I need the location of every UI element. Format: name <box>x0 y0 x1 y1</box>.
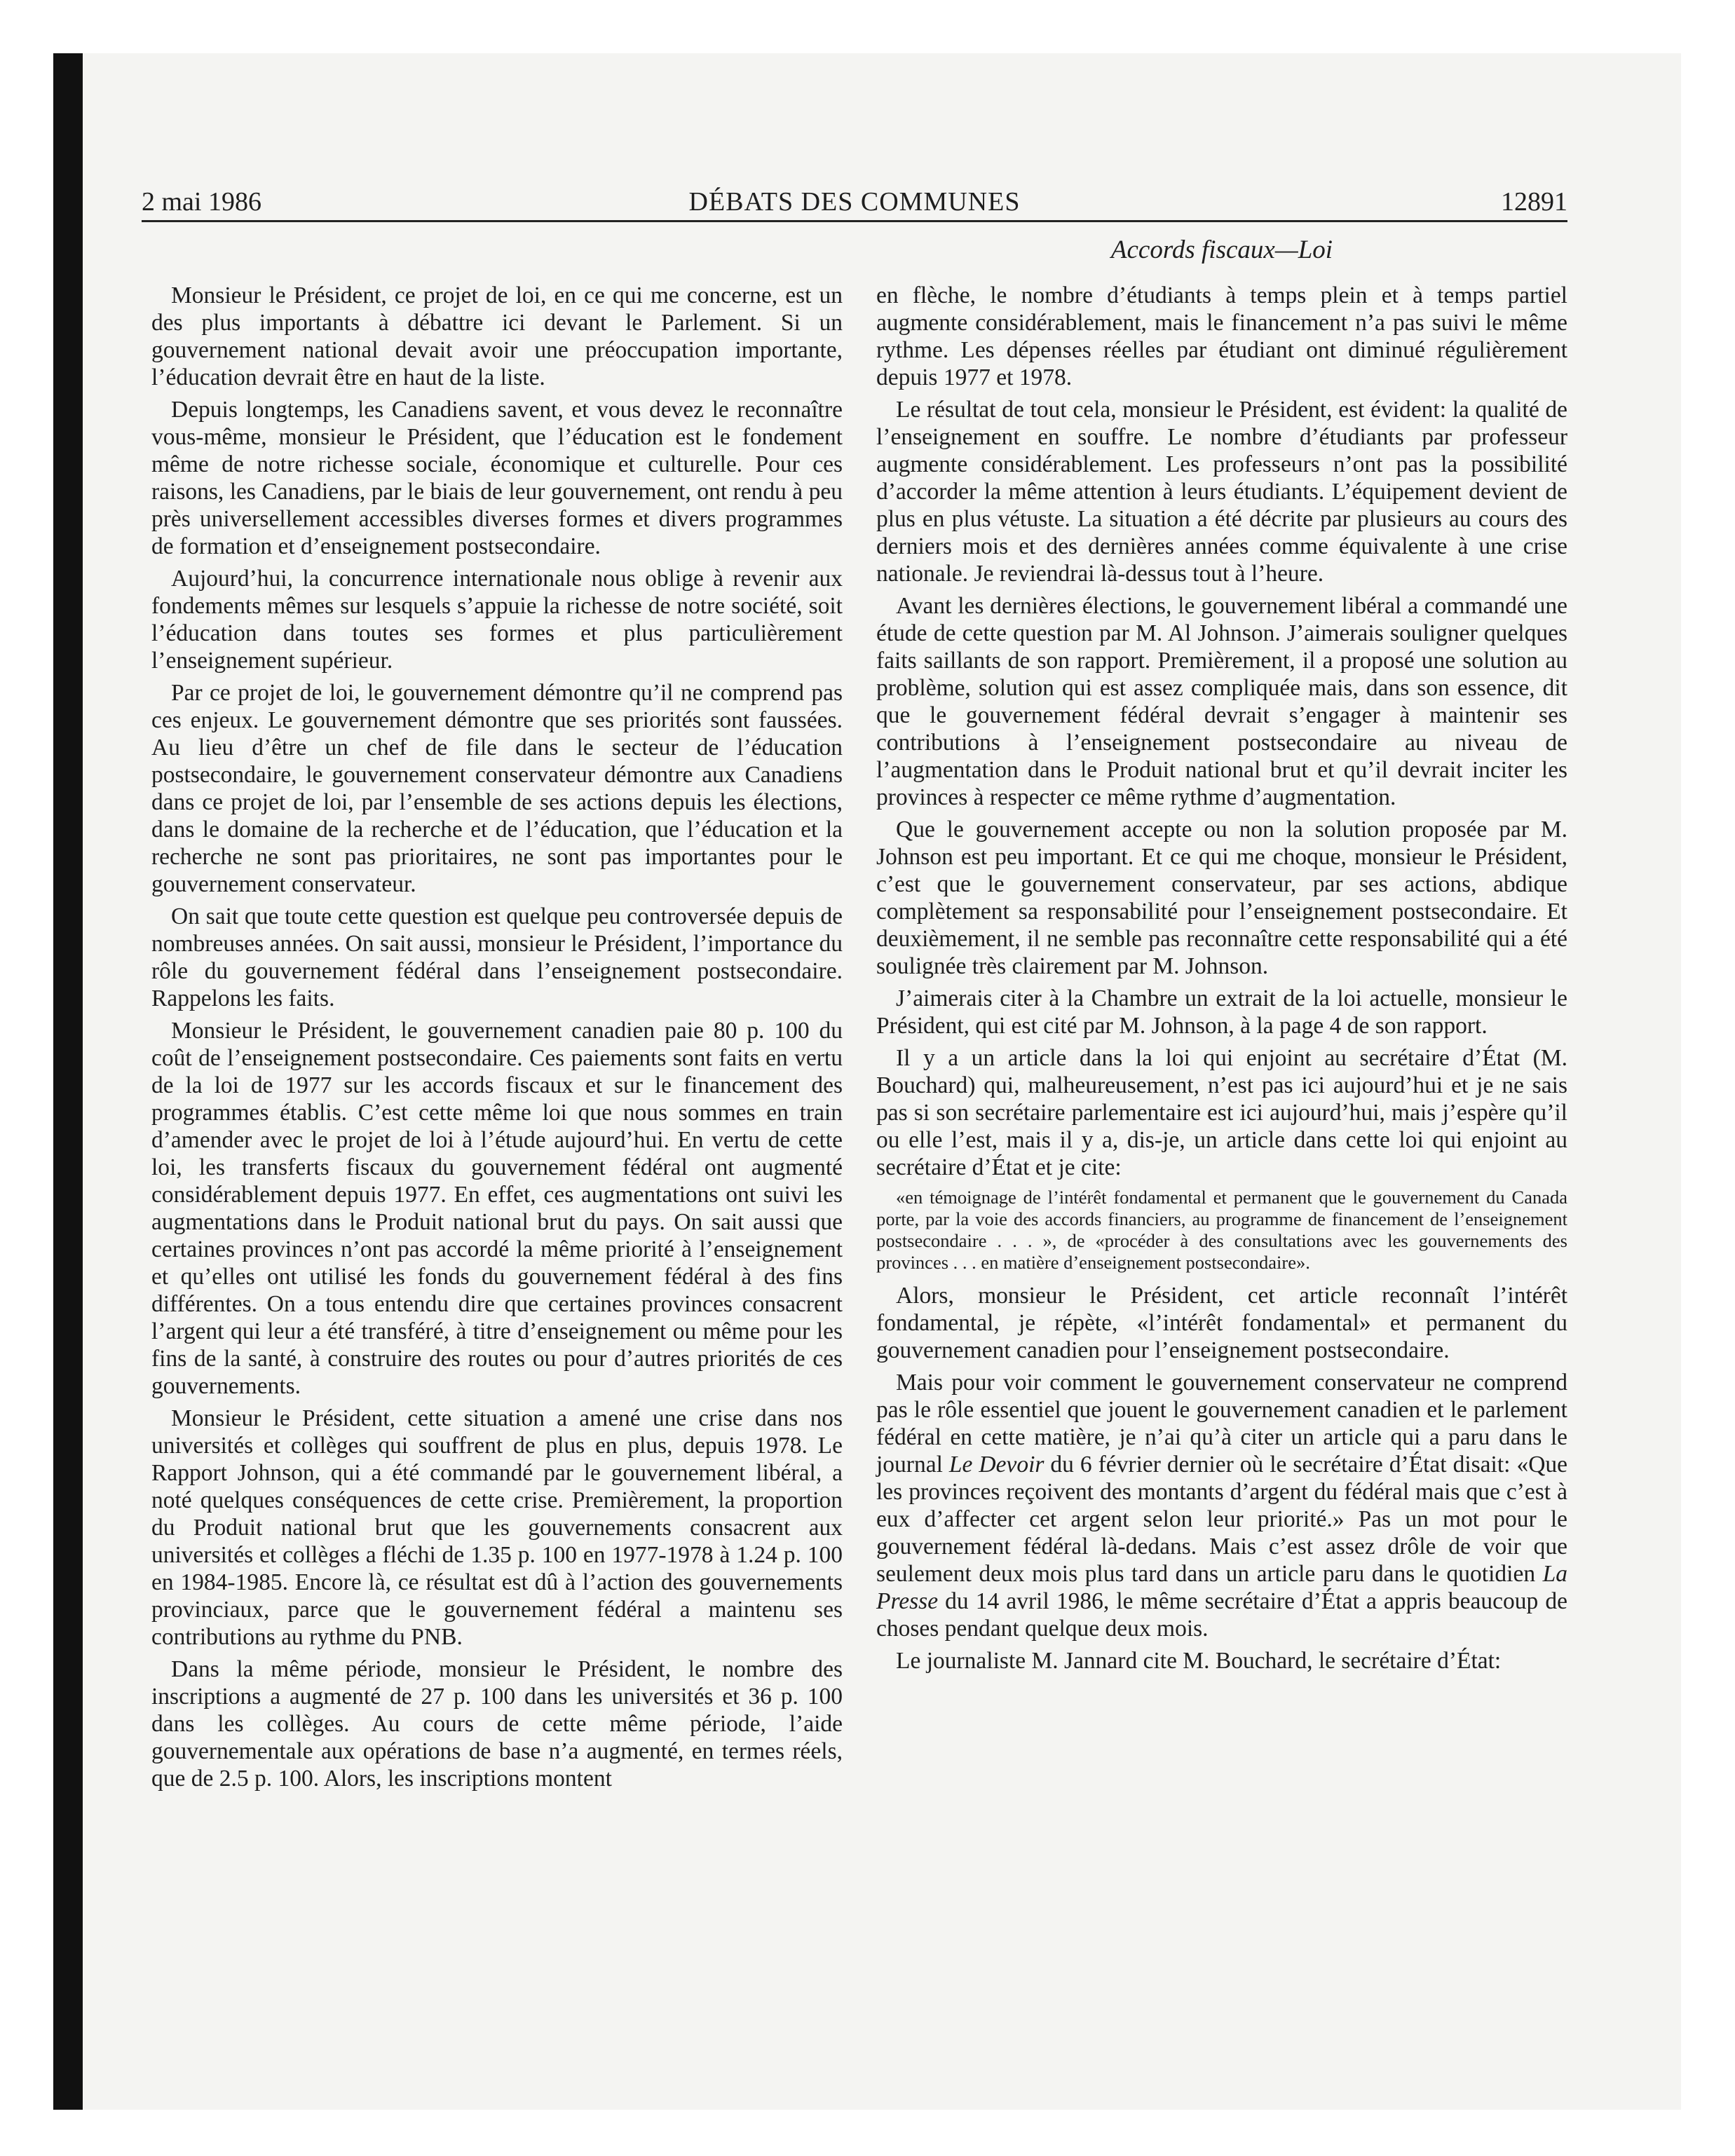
paragraph-text: du 14 avril 1986, le même secrétaire d’État a appris beaucoup de choses pendant quelque deux mois. <box>876 1588 1567 1642</box>
paragraph: Il y a un article dans la loi qui enjoint au secrétaire d’État (M. Bouchard) qui, malheureusement, n’est pas ici aujourd’hui et je ne sais pas si son secrétaire parlementaire est ici aujourd’hui, mais j’espère qu’il ou elle l’est, mais il y a, dis-je, un article dans cette loi qui enjoint au secrétaire d’État et je cite: <box>876 1045 1567 1180</box>
paragraph: Depuis longtemps, les Canadiens savent, et vous devez le reconnaître vous-même, monsieur le Président, que l’éducation est le fondement même de notre richesse sociale, économique et culturelle. Pour ces raisons, les Canadiens, par le biais de leur gouvernement, ont rendu à peu près universellement accessibles diverses formes et divers programmes de formation et d’enseignement postsecondaire. <box>151 397 843 559</box>
newspaper-name: La Presse <box>876 1561 1567 1614</box>
binding-edge <box>53 53 83 2110</box>
paragraph: Le résultat de tout cela, monsieur le Président, est évident: la qualité de l’enseignement en souffre. Le nombre d’étudiants par professeur augmente considérablement. Les professeurs n’ont pas la possibilité d’accorder la même attention à leurs étudiants. L’équipement devient de plus en plus vétuste. La situation a été décrite par plusieurs au cours des derniers mois et des dernières années comme équivalente à une crise nationale. Je reviendrai là-dessus tout à l’heure. <box>876 397 1567 587</box>
newspaper-name: Le Devoir <box>948 1452 1045 1478</box>
paragraph: Aujourd’hui, la concurrence internationale nous oblige à revenir aux fondements mêmes sur lesquels s’appuie la richesse de notre société, soit l’éducation dans toutes ses formes et plus particulièrement l’enseignement supérieur. <box>151 566 843 674</box>
header-rule <box>142 220 1567 222</box>
paragraph: Dans la même période, monsieur le Président, le nombre des inscriptions a augmenté de 27 p. 100 dans les universités et 36 p. 100 dans les collèges. Au cours de cette même période, l’aide gouvernementale aux opérations de base n’a augmenté, en termes réels, que de 2.5 p. 100. Alors, les inscriptions montent <box>151 1656 843 1792</box>
paragraph-with-citations <box>876 1369 1567 1642</box>
right-column <box>876 282 1567 1679</box>
left-column <box>151 282 843 1797</box>
paragraph: Monsieur le Président, le gouvernement canadien paie 80 p. 100 du coût de l’enseignement postsecondaire. Ces paiements sont faits en vertu de la loi de 1977 sur les accords fiscaux et sur le financement des programmes établis. C’est cette même loi que nous sommes en train d’amender avec le projet de loi à l’étude aujourd’hui. En vertu de cette loi, les transferts fiscaux du gouvernement fédéral ont augmenté considérablement depuis 1977. En effet, ces augmentations ont suivi les augmentations dans le Produit national brut du pays. On sait aussi que certaines provinces n’ont pas accordé la même priorité à l’enseignement et qu’elles ont utilisé les fonds du gouvernement fédéral à des fins différentes. On a tous entendu dire que certaines provinces consacrent l’argent qui leur a été transféré, à titre d’enseignement ou même pour les fins de la santé, à construire des routes ou pour d’autres priorités de ces gouvernements. <box>151 1018 843 1399</box>
header-title: DÉBATS DES COMMUNES <box>688 187 1021 217</box>
page-header <box>142 184 1567 220</box>
paragraph: On sait que toute cette question est quelque peu controversée depuis de nombreuses années. On sait aussi, monsieur le Président, l’importance du rôle du gouvernement fédéral dans l’enseignement postsecondaire. Rappelons les faits. <box>151 903 843 1011</box>
paragraph: Monsieur le Président, ce projet de loi, en ce qui me concerne, est un des plus importants à débattre ici devant le Parlement. Si un gouvernement national devait avoir une préoccupation importante, l’éducation devrait être en haut de la liste. <box>151 282 843 390</box>
paragraph: J’aimerais citer à la Chambre un extrait de la loi actuelle, monsieur le Président, qui est cité par M. Johnson, à la page 4 de son rapport. <box>876 985 1567 1039</box>
paragraph: Par ce projet de loi, le gouvernement démontre qu’il ne comprend pas ces enjeux. Le gouvernement démontre que ses priorités sont faussées. Au lieu d’être un chef de file dans le secteur de l’éducation postsecondaire, le gouvernement conservateur démontre aux Canadiens dans ce projet de loi, par l’ensemble de ses actions depuis les élections, dans le domaine de la recherche et de l’éducation, que l’éducation et la recherche ne sont pas prioritaires, ne sont pas importantes pour le gouvernement conservateur. <box>151 680 843 897</box>
header-date: 2 mai 1986 <box>142 187 261 217</box>
header-page-number: 12891 <box>1501 187 1567 217</box>
section-title: Accords fiscaux—Loi <box>1110 236 1333 264</box>
block-quote: «en témoignage de l’intérêt fondamental et permanent que le gouvernement du Canada porte, par la voie des accords financiers, au programme de financement de l’enseignement postsecondaire . . . », de «procéder à des consultations avec les gouvernements des provinces . . . en matière d’enseignement postsecondaire». <box>876 1187 1567 1273</box>
paragraph: Monsieur le Président, cette situation a amené une crise dans nos universités et collèges qui souffrent de plus en plus, depuis 1978. Le Rapport Johnson, qui a été commandé par le gouvernement libéral, a noté quelques conséquences de cette crise. Premièrement, la proportion du Produit national brut que les gouvernements consacrent aux universités et collèges a fléchi de 1.35 p. 100 en 1977-1978 à 1.24 p. 100 en 1984-1985. Encore là, ce résultat est dû à l’action des gouvernements provinciaux, parce que le gouvernement fédéral a maintenu ses contributions au rythme du PNB. <box>151 1405 843 1650</box>
paragraph-text: du 6 février dernier où le secrétaire d’État disait: «Que les provinces reçoivent des montants d’argent du fédéral mais que c’est à eux d’affecter cet argent selon leur priorité.» Pas un mot pour le gouvernement fédéral là-dedans. Mais c’est assez drôle de voir que seulement deux mois plus tard dans un article paru dans le quotidien <box>876 1452 1568 1587</box>
paragraph: Le journaliste M. Jannard cite M. Bouchard, le secrétaire d’État: <box>896 1648 1502 1674</box>
paragraph-text: Mais pour voir comment le gouvernement conservateur ne comprend pas le rôle essentiel que jouent le gouvernement canadien et le parlement fédéral en cette matière, je n’ai qu’à citer un article qui a paru dans le journal <box>876 1370 1567 1478</box>
paragraph-continued: en flèche, le nombre d’étudiants à temps plein et à temps partiel augmente considérablement, mais le financement n’a pas suivi le même rythme. Les dépenses réelles par étudiant ont diminué régulièrement depuis 1977 et 1978. <box>876 282 1567 390</box>
paragraph: Que le gouvernement accepte ou non la solution proposée par M. Johnson est peu important. Et ce qui me choque, monsieur le Président, c’est que le gouvernement conservateur, par ses actions, abdique complètement sa responsabilité pour l’enseignement postsecondaire. Et deuxièmement, il ne semble pas reconnaître cette responsabilité qui a été soulignée très clairement par M. Johnson. <box>876 817 1567 979</box>
paragraph: Alors, monsieur le Président, cet article reconnaît l’intérêt fondamental, je répète, «l’intérêt fondamental» et permanent du gouvernement canadien pour l’enseignement postsecondaire. <box>876 1283 1567 1363</box>
paragraph: Avant les dernières élections, le gouvernement libéral a commandé une étude de cette question par M. Al Johnson. J’aimerais souligner quelques faits saillants de son rapport. Premièrement, il a proposé une solution au problème, solution qui est assez compliquée mais, dans son essence, dit que le gouvernement fédéral devrait s’engager à maintenir ses contributions à l’enseignement postsecondaire au niveau de l’augmentation dans le Produit national brut et qu’il devrait inciter les provinces à respecter ce même rythme d’augmentation. <box>876 593 1567 810</box>
